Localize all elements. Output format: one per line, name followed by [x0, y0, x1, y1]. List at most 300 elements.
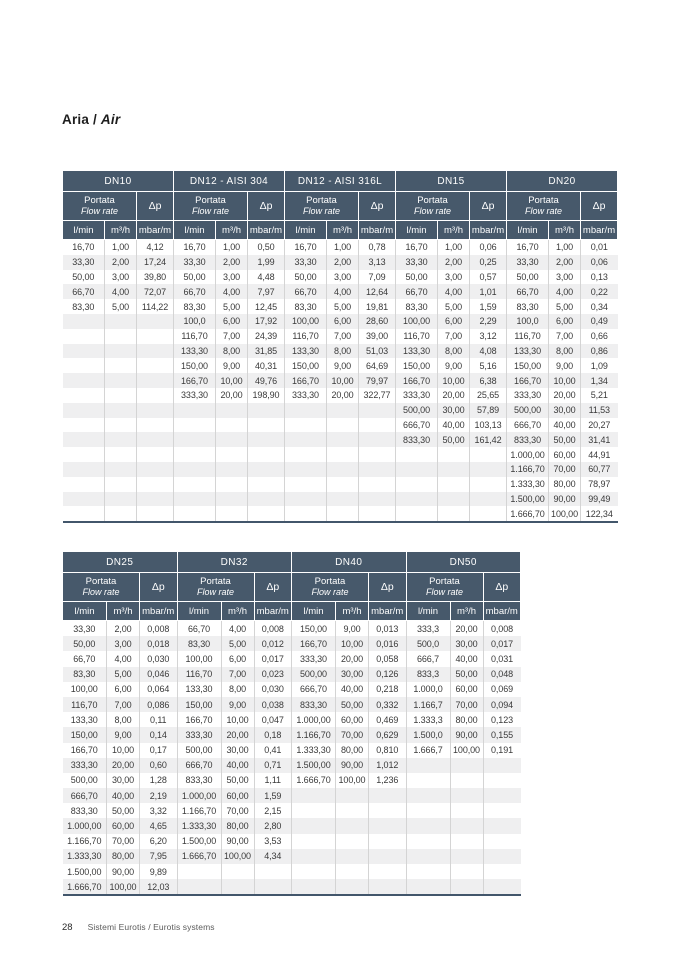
table-cell: 66,70 — [396, 284, 438, 299]
table-cell: 20,00 — [107, 758, 140, 773]
table-cell — [248, 447, 285, 462]
table-cell: 6,38 — [470, 373, 507, 388]
table-cell: 20,00 — [438, 388, 470, 403]
table-cell: 33,30 — [507, 255, 549, 270]
table-cell — [369, 834, 407, 849]
table-row — [63, 329, 618, 344]
table-cell: 9,00 — [549, 358, 581, 373]
table-cell: 122,34 — [581, 506, 618, 522]
table-cell — [406, 803, 450, 818]
table-cell — [177, 864, 221, 879]
table-cell: 4,48 — [248, 270, 285, 285]
table-cell — [483, 803, 521, 818]
table-cell: 100,00 — [221, 849, 254, 864]
table-cell: 1,11 — [254, 773, 292, 788]
table-cell — [221, 879, 254, 895]
table-cell — [359, 462, 396, 477]
table-cell: 80,00 — [221, 818, 254, 833]
table-cell: 133,30 — [507, 344, 549, 359]
table-cell — [137, 358, 174, 373]
page-title — [62, 112, 120, 127]
table-cell — [438, 477, 470, 492]
table-cell: 7,00 — [549, 329, 581, 344]
table-cell — [137, 329, 174, 344]
table-cell: 1.166,70 — [177, 803, 221, 818]
table-cell: 333,30 — [507, 388, 549, 403]
table-cell: 8,00 — [549, 344, 581, 359]
flow-rate-label: Flow rate — [525, 205, 563, 216]
table-cell — [292, 818, 336, 833]
table-cell: 333,30 — [396, 388, 438, 403]
table-cell — [248, 418, 285, 433]
table-cell: 99,49 — [581, 492, 618, 507]
table-cell: 50,00 — [549, 432, 581, 447]
table-cell — [248, 403, 285, 418]
table-cell: 1,09 — [581, 358, 618, 373]
table-cell: 6,00 — [438, 314, 470, 329]
table-cell: 83,30 — [285, 299, 327, 314]
table-cell — [216, 462, 248, 477]
table-cell: 0,49 — [581, 314, 618, 329]
table-cell: 7,00 — [438, 329, 470, 344]
page-footer — [62, 922, 215, 933]
table-cell: 40,00 — [438, 418, 470, 433]
table-cell: 6,00 — [216, 314, 248, 329]
table-cell — [105, 418, 137, 433]
table-cell: 150,00 — [285, 358, 327, 373]
table-cell — [105, 344, 137, 359]
table-cell: 4,00 — [327, 284, 359, 299]
table-cell — [292, 879, 336, 895]
table-row — [63, 506, 618, 522]
table-cell: 1.500,00 — [177, 834, 221, 849]
table-cell: 166,70 — [396, 373, 438, 388]
table-cell: 6,00 — [107, 682, 140, 697]
table-cell — [450, 849, 483, 864]
table-cell: 0,332 — [369, 697, 407, 712]
flow-rate-label: Flow rate — [302, 205, 340, 216]
table-cell — [438, 447, 470, 462]
table-cell — [327, 447, 359, 462]
table-cell: 1.000,00 — [292, 712, 336, 727]
table-cell: 150,00 — [507, 358, 549, 373]
table-cell — [406, 879, 450, 895]
table-row — [63, 864, 521, 879]
table-cell: 133,30 — [174, 344, 216, 359]
table-row — [63, 788, 521, 803]
table-cell: 31,41 — [581, 432, 618, 447]
table-cell: 3,00 — [438, 270, 470, 285]
table-cell — [216, 492, 248, 507]
table-cell — [406, 864, 450, 879]
table-cell: 5,00 — [216, 299, 248, 314]
air-flow-table-dn25-dn50 — [62, 551, 521, 896]
table-cell — [105, 477, 137, 492]
table-cell: 10,00 — [336, 636, 369, 651]
table-row — [63, 418, 618, 433]
delta-p-header: Δp — [581, 192, 618, 221]
unit-header-m3h: m³/h — [221, 602, 254, 621]
table-cell: 57,89 — [470, 403, 507, 418]
table-cell — [359, 506, 396, 522]
table-cell: 1.333,30 — [177, 818, 221, 833]
table-row — [63, 818, 521, 833]
table-cell: 6,00 — [549, 314, 581, 329]
table-cell: 1.666,70 — [292, 773, 336, 788]
table-cell — [483, 758, 521, 773]
table-cell: 20,00 — [216, 388, 248, 403]
unit-header-m3h: m³/h — [216, 221, 248, 240]
table-row — [63, 255, 618, 270]
table-cell: 1.166,7 — [406, 697, 450, 712]
table-cell — [105, 358, 137, 373]
unit-header-lmin: l/min — [174, 221, 216, 240]
portata-label: Portata — [85, 576, 117, 588]
group-title-dn20: DN20 — [507, 171, 618, 192]
group-title-dn12-aisi-316l: DN12 - AISI 316L — [285, 171, 396, 192]
table-row — [63, 651, 521, 666]
table-cell — [327, 492, 359, 507]
table-cell: 83,30 — [174, 299, 216, 314]
table-cell — [63, 373, 105, 388]
table-cell: 0,22 — [581, 284, 618, 299]
table-cell: 10,00 — [216, 373, 248, 388]
table-cell: 0,469 — [369, 712, 407, 727]
table-cell: 9,00 — [327, 358, 359, 373]
table-cell: 1,01 — [470, 284, 507, 299]
portata-label: Portata — [200, 576, 231, 588]
table-cell — [438, 492, 470, 507]
table-row — [63, 712, 521, 727]
table-cell: 10,00 — [327, 373, 359, 388]
table-cell — [292, 849, 336, 864]
table-cell: 70,00 — [107, 834, 140, 849]
table-cell: 60,00 — [107, 818, 140, 833]
table-cell — [483, 879, 521, 895]
table-row — [63, 477, 618, 492]
table-row — [63, 299, 618, 314]
table-cell: 40,00 — [450, 651, 483, 666]
table-cell: 4,00 — [221, 621, 254, 637]
unit-header-lmin: l/min — [507, 221, 549, 240]
table-cell: 7,00 — [216, 329, 248, 344]
table-cell — [105, 447, 137, 462]
group-title-dn40: DN40 — [292, 552, 407, 573]
table-cell: 0,41 — [254, 743, 292, 758]
table-row — [63, 403, 618, 418]
table-cell: 0,01 — [581, 240, 618, 255]
table-cell: 2,00 — [107, 621, 140, 637]
table-cell — [336, 879, 369, 895]
table-cell: 33,30 — [63, 255, 105, 270]
table-cell: 198,90 — [248, 388, 285, 403]
table-cell: 66,70 — [177, 621, 221, 637]
table-cell: 1,28 — [140, 773, 178, 788]
table-cell: 30,00 — [336, 667, 369, 682]
table-cell — [359, 403, 396, 418]
table-cell: 1,00 — [549, 240, 581, 255]
table-cell: 50,00 — [396, 270, 438, 285]
table-cell — [470, 447, 507, 462]
table-cell: 9,00 — [336, 621, 369, 637]
table-cell — [336, 834, 369, 849]
table-cell — [406, 818, 450, 833]
table-cell — [254, 879, 292, 895]
table-cell: 90,00 — [221, 834, 254, 849]
table-cell: 0,155 — [483, 727, 521, 742]
table-cell: 1.000,0 — [406, 682, 450, 697]
table-cell — [105, 403, 137, 418]
table-cell: 12,64 — [359, 284, 396, 299]
table-cell — [406, 849, 450, 864]
table-cell: 4,00 — [438, 284, 470, 299]
table-row — [63, 743, 521, 758]
table-cell: 1,34 — [581, 373, 618, 388]
table-cell — [450, 818, 483, 833]
table-cell: 133,30 — [177, 682, 221, 697]
table-cell: 60,00 — [221, 788, 254, 803]
unit-header-lmin: l/min — [63, 221, 105, 240]
table-cell: 28,60 — [359, 314, 396, 329]
table-cell — [63, 403, 105, 418]
table-cell — [105, 432, 137, 447]
table-cell — [63, 388, 105, 403]
unit-header-mbarm: mbar/m — [359, 221, 396, 240]
table-cell: 3,13 — [359, 255, 396, 270]
table-cell: 30,00 — [107, 773, 140, 788]
table-cell: 666,70 — [507, 418, 549, 433]
table-cell — [327, 477, 359, 492]
table-cell: 0,030 — [254, 682, 292, 697]
group-title-dn12-aisi-304: DN12 - AISI 304 — [174, 171, 285, 192]
table-cell — [396, 506, 438, 522]
table-cell: 1.333,3 — [406, 712, 450, 727]
table-cell: 666,7 — [406, 651, 450, 666]
table-cell — [292, 834, 336, 849]
portata-label: Portata — [84, 195, 115, 207]
table-cell: 20,27 — [581, 418, 618, 433]
table-cell: 0,047 — [254, 712, 292, 727]
table-cell: 0,030 — [140, 651, 178, 666]
table-cell: 150,00 — [174, 358, 216, 373]
table-cell — [369, 849, 407, 864]
table-cell: 0,012 — [254, 636, 292, 651]
table-cell — [174, 462, 216, 477]
table-cell: 1.166,70 — [507, 462, 549, 477]
table-cell — [248, 462, 285, 477]
table-cell: 10,00 — [107, 743, 140, 758]
table-cell: 70,00 — [549, 462, 581, 477]
table-cell — [450, 788, 483, 803]
table-cell: 833,30 — [292, 697, 336, 712]
portata-flow-rate-header — [285, 192, 359, 221]
table-cell: 0,008 — [483, 621, 521, 637]
table-cell — [450, 879, 483, 895]
table-cell: 5,16 — [470, 358, 507, 373]
table-cell: 100,00 — [450, 743, 483, 758]
unit-header-lmin: l/min — [285, 221, 327, 240]
table-cell — [470, 462, 507, 477]
air-flow-table-dn10-dn20 — [62, 170, 618, 523]
table-cell: 4,00 — [549, 284, 581, 299]
table-cell: 1.666,70 — [63, 879, 107, 895]
portata-flow-rate-header — [406, 573, 483, 602]
table-cell: 116,70 — [507, 329, 549, 344]
table-cell: 150,00 — [396, 358, 438, 373]
table-cell — [359, 432, 396, 447]
table-row — [63, 314, 618, 329]
table-cell: 1.500,0 — [406, 727, 450, 742]
table-cell: 1.500,00 — [63, 864, 107, 879]
table-cell: 90,00 — [336, 758, 369, 773]
unit-header-mbarm: mbar/m — [483, 602, 521, 621]
table-cell: 0,86 — [581, 344, 618, 359]
table-cell: 8,00 — [216, 344, 248, 359]
table-cell: 66,70 — [507, 284, 549, 299]
table-cell — [105, 462, 137, 477]
table-cell: 116,70 — [177, 667, 221, 682]
table-cell — [105, 329, 137, 344]
table-cell: 66,70 — [285, 284, 327, 299]
table-cell: 0,17 — [140, 743, 178, 758]
portata-label: Portata — [306, 195, 337, 207]
delta-p-header: Δp — [254, 573, 292, 602]
table-cell: 11,53 — [581, 403, 618, 418]
table-row — [63, 432, 618, 447]
table-cell — [137, 447, 174, 462]
unit-header-m3h: m³/h — [107, 602, 140, 621]
table-cell: 8,00 — [438, 344, 470, 359]
table-cell: 40,31 — [248, 358, 285, 373]
table-cell: 12,45 — [248, 299, 285, 314]
table-cell — [450, 803, 483, 818]
table-cell — [137, 462, 174, 477]
table-cell: 16,70 — [396, 240, 438, 255]
table-cell — [216, 418, 248, 433]
table-cell: 0,046 — [140, 667, 178, 682]
unit-header-mbarm: mbar/m — [369, 602, 407, 621]
table-cell — [406, 773, 450, 788]
table-row — [63, 758, 521, 773]
table-cell: 2,00 — [105, 255, 137, 270]
table-cell: 100,0 — [174, 314, 216, 329]
table-cell: 49,76 — [248, 373, 285, 388]
table-cell — [327, 432, 359, 447]
table-cell: 2,80 — [254, 818, 292, 833]
table-cell: 833,3 — [406, 667, 450, 682]
table-cell: 7,97 — [248, 284, 285, 299]
unit-header-lmin: l/min — [406, 602, 450, 621]
table-cell: 0,71 — [254, 758, 292, 773]
table-cell — [174, 418, 216, 433]
table-cell — [63, 329, 105, 344]
table-cell: 150,00 — [292, 621, 336, 637]
table-cell: 0,069 — [483, 682, 521, 697]
table-cell: 70,00 — [450, 697, 483, 712]
table-cell — [285, 462, 327, 477]
table-cell — [105, 373, 137, 388]
table-cell: 3,12 — [470, 329, 507, 344]
table-cell: 833,30 — [177, 773, 221, 788]
table-cell: 333,30 — [63, 758, 107, 773]
table-cell: 7,00 — [327, 329, 359, 344]
table-cell: 1.333,30 — [507, 477, 549, 492]
table-row — [63, 636, 521, 651]
table-cell — [359, 447, 396, 462]
table-row — [63, 284, 618, 299]
table-cell — [216, 477, 248, 492]
table-cell: 39,00 — [359, 329, 396, 344]
table-cell: 0,038 — [254, 697, 292, 712]
table-cell: 1.666,7 — [406, 743, 450, 758]
table-cell: 0,064 — [140, 682, 178, 697]
table-cell — [174, 506, 216, 522]
table-cell: 500,00 — [177, 743, 221, 758]
table-cell: 66,70 — [63, 651, 107, 666]
table-cell: 40,00 — [107, 788, 140, 803]
table-cell: 30,00 — [549, 403, 581, 418]
table-cell: 70,00 — [336, 727, 369, 742]
table-cell: 100,00 — [285, 314, 327, 329]
table-cell: 1,00 — [105, 240, 137, 255]
table-cell: 2,15 — [254, 803, 292, 818]
table-cell: 333,30 — [292, 651, 336, 666]
table-cell: 3,53 — [254, 834, 292, 849]
table-cell — [137, 492, 174, 507]
unit-header-m3h: m³/h — [336, 602, 369, 621]
table-cell: 500,00 — [507, 403, 549, 418]
table-cell — [369, 818, 407, 833]
table-cell: 6,00 — [221, 651, 254, 666]
table-cell — [63, 418, 105, 433]
table-cell — [292, 788, 336, 803]
table-cell: 6,00 — [327, 314, 359, 329]
table-cell: 90,00 — [549, 492, 581, 507]
table-cell: 40,00 — [336, 682, 369, 697]
table-cell: 116,70 — [63, 697, 107, 712]
table-cell: 16,70 — [174, 240, 216, 255]
table-cell — [216, 447, 248, 462]
table-cell — [285, 477, 327, 492]
table-cell — [483, 834, 521, 849]
table-cell: 166,70 — [63, 743, 107, 758]
table-cell: 3,32 — [140, 803, 178, 818]
table-cell: 4,34 — [254, 849, 292, 864]
table-cell — [105, 388, 137, 403]
table-row — [63, 727, 521, 742]
table-cell: 0,017 — [483, 636, 521, 651]
portata-flow-rate-header — [396, 192, 470, 221]
table-cell: 16,70 — [507, 240, 549, 255]
unit-header-lmin: l/min — [63, 602, 107, 621]
table-cell — [285, 447, 327, 462]
unit-header-lmin: l/min — [396, 221, 438, 240]
table-cell: 333,30 — [177, 727, 221, 742]
table-cell: 9,89 — [140, 864, 178, 879]
table-cell — [327, 462, 359, 477]
table-cell — [483, 818, 521, 833]
table-cell — [396, 462, 438, 477]
table-row — [63, 358, 618, 373]
table-cell: 0,023 — [254, 667, 292, 682]
table-cell: 50,00 — [221, 773, 254, 788]
flow-rate-label: Flow rate — [414, 205, 452, 216]
table-cell — [406, 758, 450, 773]
table-cell: 10,00 — [438, 373, 470, 388]
table-cell: 1,236 — [369, 773, 407, 788]
table-cell: 50,00 — [336, 697, 369, 712]
table-cell — [248, 432, 285, 447]
